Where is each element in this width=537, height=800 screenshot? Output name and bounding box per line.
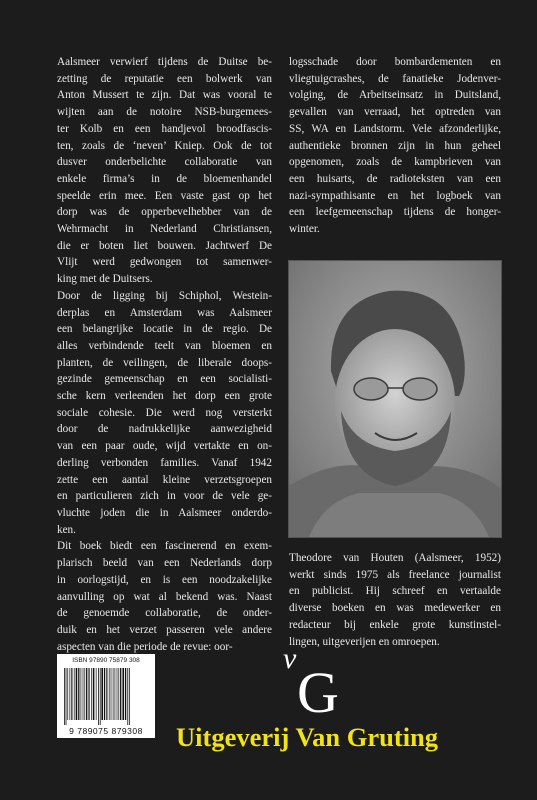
text-line: opgenomen, zoals de kampbrieven van [289,156,501,169]
author-photo [288,260,502,538]
barcode-bar [104,668,105,720]
text-line: een belangrijke locatie in de regio. De [57,323,272,336]
text-line: Theodore van Houten (Aalsmeer, 1952) [289,552,501,564]
text-line: planten, de veilingen, de liberale doops- [57,356,272,369]
barcode-bar [74,668,75,720]
barcode-bar [84,668,85,720]
text-line: sche kern verleenden het dorp een grote [57,390,272,403]
barcode-bar [76,668,78,720]
barcode-bar [125,668,126,720]
text-line: dusver onderbelichte collaboratie van [57,156,272,169]
author-portrait-image [289,261,501,537]
text-line: speelde erin mee. Een vaste gast op het [57,189,272,202]
text-line: ter Kolb en een handjevol broodfascis- [57,122,272,135]
barcode-bar [109,668,110,720]
barcode-bar [122,668,124,720]
barcode-bar [111,668,112,720]
barcode-bar [113,668,114,720]
text-line: derling verbonden families. Vanaf 1942 [57,456,272,469]
text-line: ken. [57,523,76,536]
text-line: gevallen van verraad, het optreden van [289,106,501,119]
text-line: Vlijt werd gedwongen tot samenwer- [57,256,272,269]
barcode-bar [129,668,130,725]
publisher-name: Uitgeverij Van Gruting [176,722,439,752]
barcode-bar [64,668,65,725]
barcode-bar [67,668,68,720]
author-bio [289,550,501,650]
barcode-bar [81,668,82,720]
barcode-bar [66,668,67,725]
barcode-bar [96,668,97,720]
text-line: een leefgemeenschap tijdens de honger- [289,206,501,219]
text-line: een huisarts, de radioteksten van een [289,172,501,185]
barcode-bar [83,668,84,720]
text-line: SS, WA en Landstorm. Vele afzonderlijke, [289,122,501,135]
barcode-bar [93,668,95,720]
barcode-bar [127,668,128,725]
barcode-bar [120,668,121,720]
text-line: gezinde gemeenschap en een socialisti- [57,373,272,386]
text-line: winter. [289,223,320,236]
text-line: de genoemde collaboratie, de onder- [57,607,272,620]
barcode-bar [101,668,103,720]
isbn-label: ISBN 97890 75879 308 [72,657,140,664]
publisher-logo-g: G [297,660,339,725]
barcode-bar [106,668,107,720]
text-line: redacteur bij enkele grote kunstinstel- [289,618,501,631]
barcode-bar [70,668,71,720]
text-line: Aalsmeer verwierf tijdens de Duitse be- [57,56,272,68]
text-line: aanvulling op wat al bekend was. Naast [57,590,272,603]
text-line: nazi-sympathisante en het logboek van [289,189,501,202]
text-line: Wehrmacht in Nederland Christiansen, [57,223,272,236]
text-line: Door de ligging bij Schiphol, Westein- [57,289,272,302]
barcode-bar [71,668,72,720]
text-line: zette een aantal kleine verzetsgroepen [57,473,272,486]
text-line: die er boten liet bouwen. Jachtwerf De [57,239,272,252]
text-line: vliegtuigcrashes, de fanatieke Jodenver- [289,72,501,85]
isbn-barcode [57,654,155,738]
text-line: Dit boek biedt een fascinerend en exem- [57,540,272,553]
text-line: plarisch beeld van een Nederlands dorp [57,557,272,570]
text-line: dorp was de opperbevelhebber van de [57,206,272,219]
blurb-left-column [57,54,272,655]
text-line: enkele firma’s in de bloemenhandel [57,172,272,185]
barcode-bar [78,668,79,720]
barcode-bar [117,668,118,720]
barcode-bar [118,668,119,720]
text-line: en publicist. Hij schreef en vertaalde [289,585,501,598]
text-line: ten, zoals de ‘neven’ Kniep. Ook de tot [57,139,272,152]
barcode-bar [115,668,116,720]
text-line: volging, de Arbeitseinsatz in Duitsland, [289,89,501,102]
barcode-bars [63,668,149,725]
barcode-bar [98,668,99,725]
text-line: logsschade door bombardementen en [289,56,501,68]
barcode-bar [91,668,92,720]
blurb-right-column [289,54,501,238]
text-line: lingen, uitgeverijen en omroepen. [289,635,440,648]
text-line: aspecten van die periode de revue: oor- [57,640,233,653]
publisher-logo-v: v [283,642,297,675]
text-line: in oorlogstijd, en is een noodzakelijke [57,573,272,586]
text-line: van een paar oude, wijd vertakte en on- [57,440,272,453]
text-line: door de nadrukkelijke aanwezigheid [57,423,272,436]
text-line: en particulieren zich in voor de vele ge- [57,490,272,503]
text-line: alles verbindende teelt van bloemen en [57,339,272,352]
text-line: zetting de reputatie een bolwerk van [57,72,272,85]
text-line: derplas en Amsterdam was Aalsmeer [57,306,272,319]
text-line: king met de Duitsers. [57,273,153,286]
text-line: duik en het verzet passeren vele andere [57,623,272,636]
barcode-bar [88,668,89,720]
text-line: sociale cohesie. Die werd nog versterkt [57,406,272,419]
text-line: authentieke bronnen zijn in hun geheel [289,139,501,152]
text-line: diverse boeken en was medewerker en [289,602,501,615]
text-line: vluchte joden die in Aalsmeer onderdo- [57,506,272,519]
barcode-bar [86,668,87,720]
text-line: werkt sinds 1975 als freelance journalist [289,568,501,581]
isbn-digits: 9 789075 879308 [69,726,143,736]
text-line: wijten aan de notoire NSB-burgemees- [57,106,272,119]
barcode-bar [100,668,101,725]
text-line: Anton Mussert te zijn. Dat was vooral te [57,89,272,102]
